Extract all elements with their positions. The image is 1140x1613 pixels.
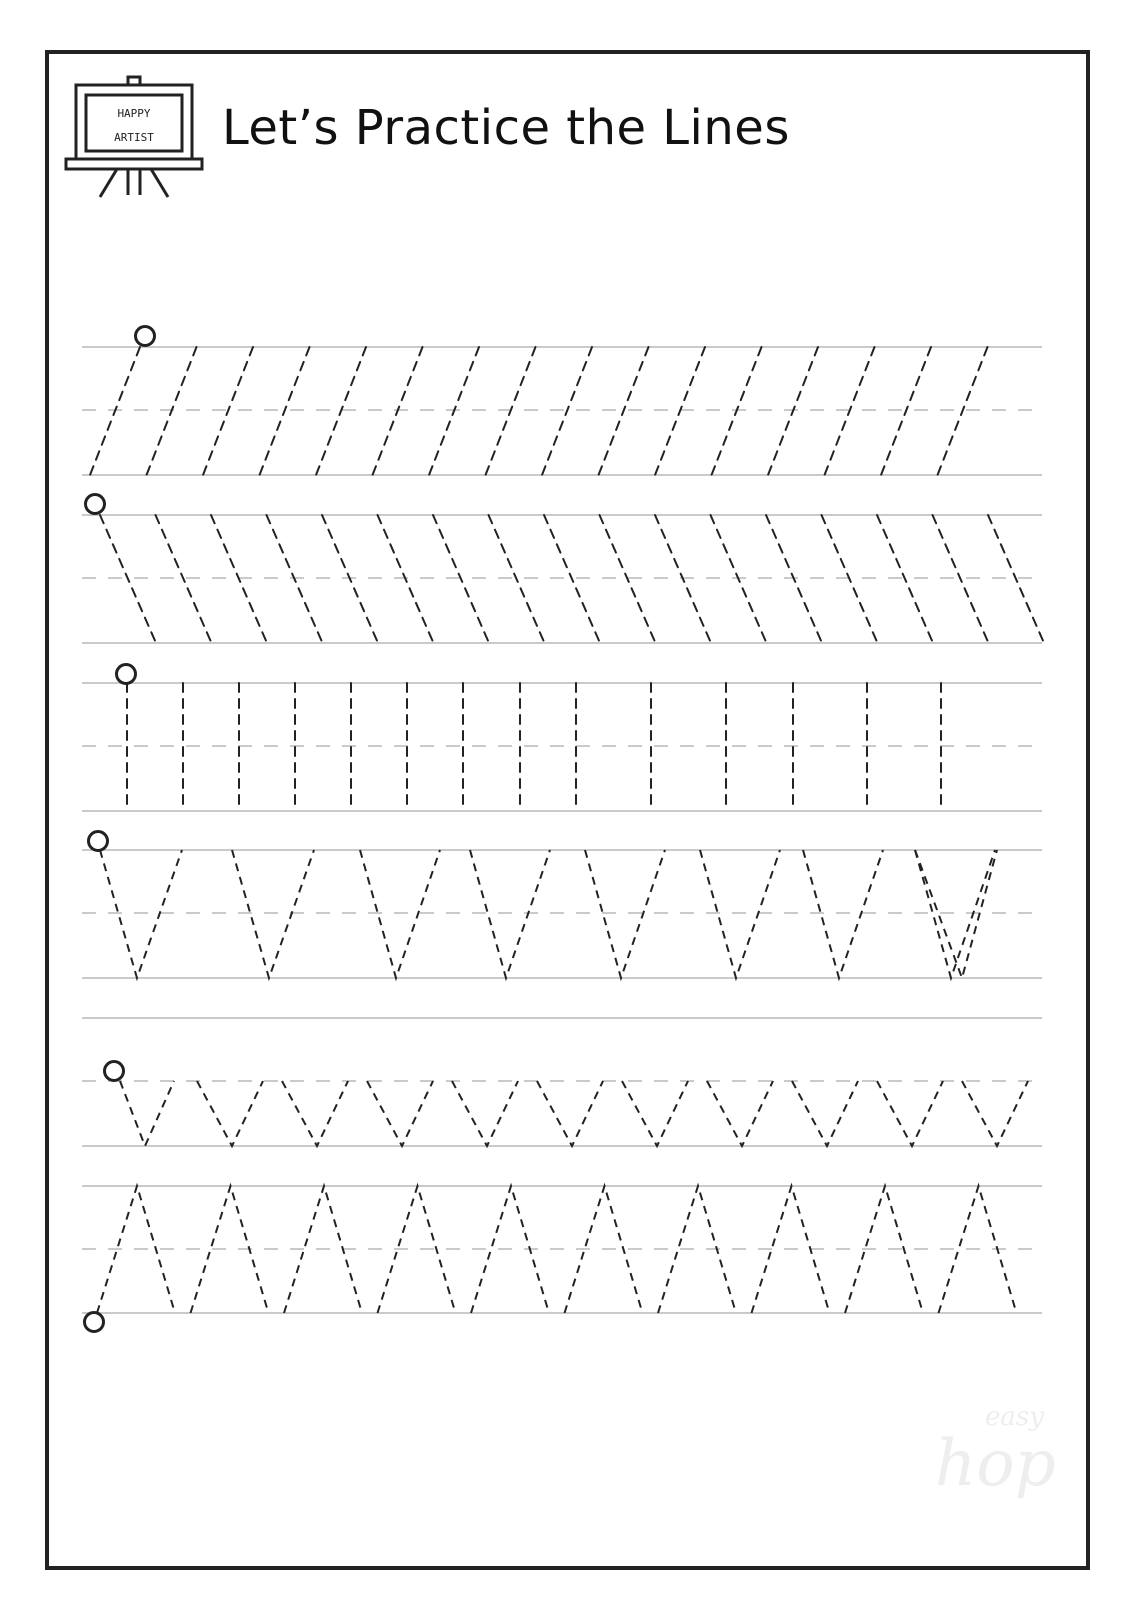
- back-slash-stroke: [378, 515, 434, 643]
- back-slash-stroke: [433, 515, 489, 643]
- back-slash-stroke: [655, 515, 711, 643]
- small-v-stroke: [197, 1081, 263, 1146]
- back-slash-stroke: [267, 515, 323, 643]
- back-slash-stroke: [156, 515, 212, 643]
- small-v-stroke: [282, 1081, 348, 1146]
- a-shape-stroke: [378, 1186, 456, 1313]
- small-v-stroke: [537, 1081, 603, 1146]
- a-shape-stroke: [191, 1186, 269, 1313]
- start-point-dot: [85, 1313, 104, 1332]
- back-slash-stroke: [933, 515, 989, 643]
- forward-slash-stroke: [486, 347, 536, 475]
- easy-hop-watermark: [925, 1375, 1065, 1515]
- a-shape-stroke: [658, 1186, 736, 1313]
- watermark-hop: hop: [935, 1427, 1056, 1501]
- forward-slash-stroke: [316, 347, 366, 475]
- small-v-stroke: [120, 1081, 174, 1146]
- forward-slash-stroke: [825, 347, 875, 475]
- forward-slash-stroke: [260, 347, 310, 475]
- small-v-stroke: [877, 1081, 943, 1146]
- a-shape-stroke: [845, 1186, 923, 1313]
- start-point-dot: [105, 1062, 124, 1081]
- v-shape-stroke: [585, 850, 665, 978]
- easel-sign-line-1: HAPPY: [117, 107, 151, 120]
- small-v-stroke: [367, 1081, 433, 1146]
- back-slash-stroke: [211, 515, 267, 643]
- forward-slash-stroke: [712, 347, 762, 475]
- forward-slash-stroke: [938, 347, 988, 475]
- v-shape-stroke: [360, 850, 440, 978]
- watermark-easy: easy: [985, 1402, 1044, 1432]
- forward-slash-stroke: [881, 347, 931, 475]
- back-slash-stroke: [100, 515, 156, 643]
- start-point-dot: [136, 327, 155, 346]
- small-v-stroke: [622, 1081, 688, 1146]
- start-point-dot: [86, 495, 105, 514]
- back-slash-stroke: [822, 515, 878, 643]
- small-v-stroke: [452, 1081, 518, 1146]
- page-title: Let’s Practice the Lines: [222, 100, 790, 156]
- back-slash-stroke: [877, 515, 933, 643]
- v-shape-stroke: [470, 850, 550, 978]
- forward-slash-stroke: [599, 347, 649, 475]
- easel-sign-line-2: ARTIST: [114, 131, 154, 144]
- back-slash-stroke: [544, 515, 600, 643]
- v-shape-stroke: [700, 850, 780, 978]
- small-v-stroke: [707, 1081, 773, 1146]
- back-slash-stroke: [766, 515, 822, 643]
- forward-slash-stroke: [655, 347, 705, 475]
- back-slash-stroke: [988, 515, 1044, 643]
- v-shape-stroke: [100, 850, 182, 978]
- v-shape-stroke: [232, 850, 314, 978]
- back-slash-stroke: [489, 515, 545, 643]
- start-point-dot: [117, 665, 136, 684]
- v-shape-stroke: [915, 850, 997, 978]
- start-point-dot: [89, 832, 108, 851]
- forward-slash-stroke: [373, 347, 423, 475]
- forward-slash-stroke: [147, 347, 197, 475]
- forward-slash-stroke: [203, 347, 253, 475]
- small-v-stroke: [962, 1081, 1028, 1146]
- back-slash-stroke: [322, 515, 378, 643]
- back-slash-stroke: [711, 515, 767, 643]
- small-v-stroke: [792, 1081, 858, 1146]
- forward-slash-stroke: [542, 347, 592, 475]
- forward-slash-stroke: [429, 347, 479, 475]
- forward-slash-stroke: [90, 347, 140, 475]
- v-shape-stroke: [803, 850, 883, 978]
- forward-slash-stroke: [768, 347, 818, 475]
- back-slash-stroke: [600, 515, 656, 643]
